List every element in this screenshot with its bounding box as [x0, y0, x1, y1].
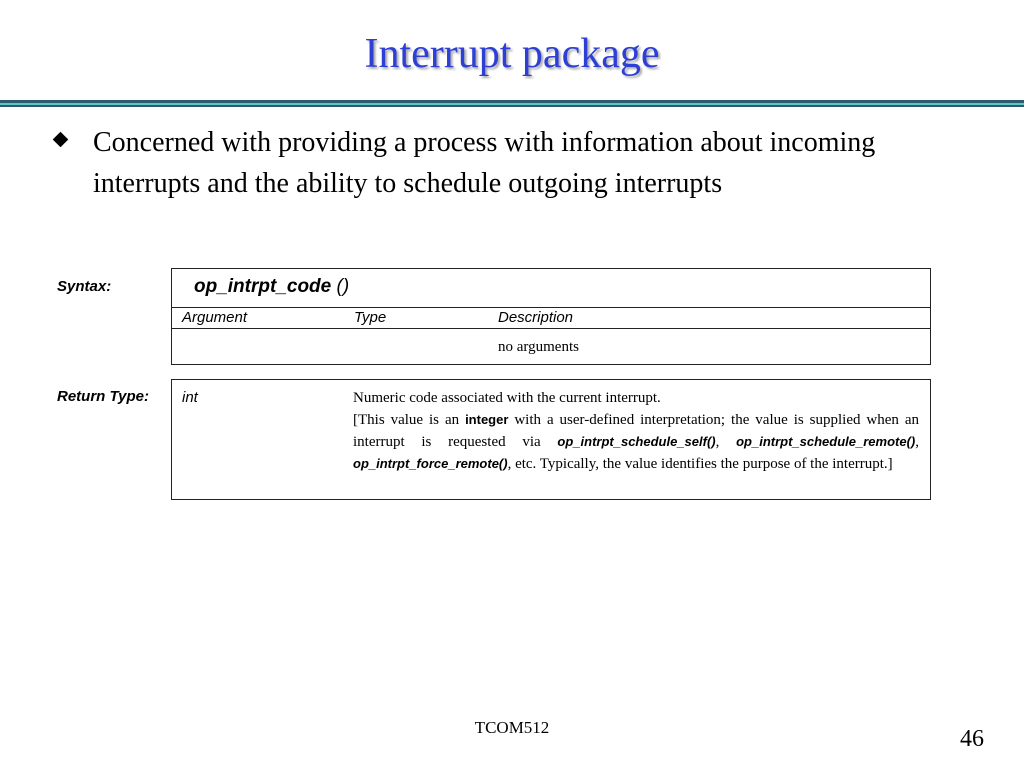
header-top-divider	[172, 307, 930, 308]
description-paragraph	[353, 409, 919, 475]
slide-footer: TCOM512	[474, 718, 550, 737]
desc-text-2: with a user-defined interpretation; the value is supplied when an interrupt is requested via	[353, 412, 920, 450]
syntax-label: Syntax:	[57, 278, 112, 295]
return-type-value: int	[182, 389, 198, 406]
page-number: 46	[960, 726, 984, 752]
no-arguments-text: no arguments	[498, 339, 579, 355]
desc-text-3: ,	[715, 434, 737, 450]
bullet-text: Concerned with providing a process with information about incoming interrupts and the ability to schedule outgoing interrupts	[93, 127, 876, 199]
desc-text-4: ,	[915, 434, 919, 450]
function-ref-force-remote: op_intrpt_force_remote()	[353, 456, 508, 471]
syntax-table	[171, 268, 931, 365]
header-bottom-divider	[172, 328, 930, 329]
header-description: Description	[498, 309, 574, 326]
description-line-1: Numeric code associated with the current interrupt.	[353, 390, 661, 406]
header-type: Type	[354, 309, 387, 326]
title-divider-bottom	[0, 105, 1024, 107]
function-ref-schedule-self: op_intrpt_schedule_self()	[557, 434, 716, 449]
keyword-integer: integer	[465, 412, 509, 427]
diamond-bullet-icon	[53, 132, 69, 148]
return-type-description	[353, 388, 919, 475]
return-type-table	[171, 379, 931, 500]
header-argument: Argument	[182, 309, 248, 326]
function-name: op_intrpt_code	[194, 276, 332, 297]
function-ref-schedule-remote: op_intrpt_schedule_remote()	[736, 434, 916, 449]
desc-text-1: [This value is an	[353, 412, 466, 428]
desc-text-5: , etc. Typically, the value identifies the purpose of the interrupt.]	[507, 456, 893, 472]
function-signature	[194, 276, 349, 298]
function-parens: ()	[331, 276, 350, 297]
return-type-label: Return Type:	[57, 388, 149, 405]
slide-title: Interrupt package	[364, 31, 660, 77]
